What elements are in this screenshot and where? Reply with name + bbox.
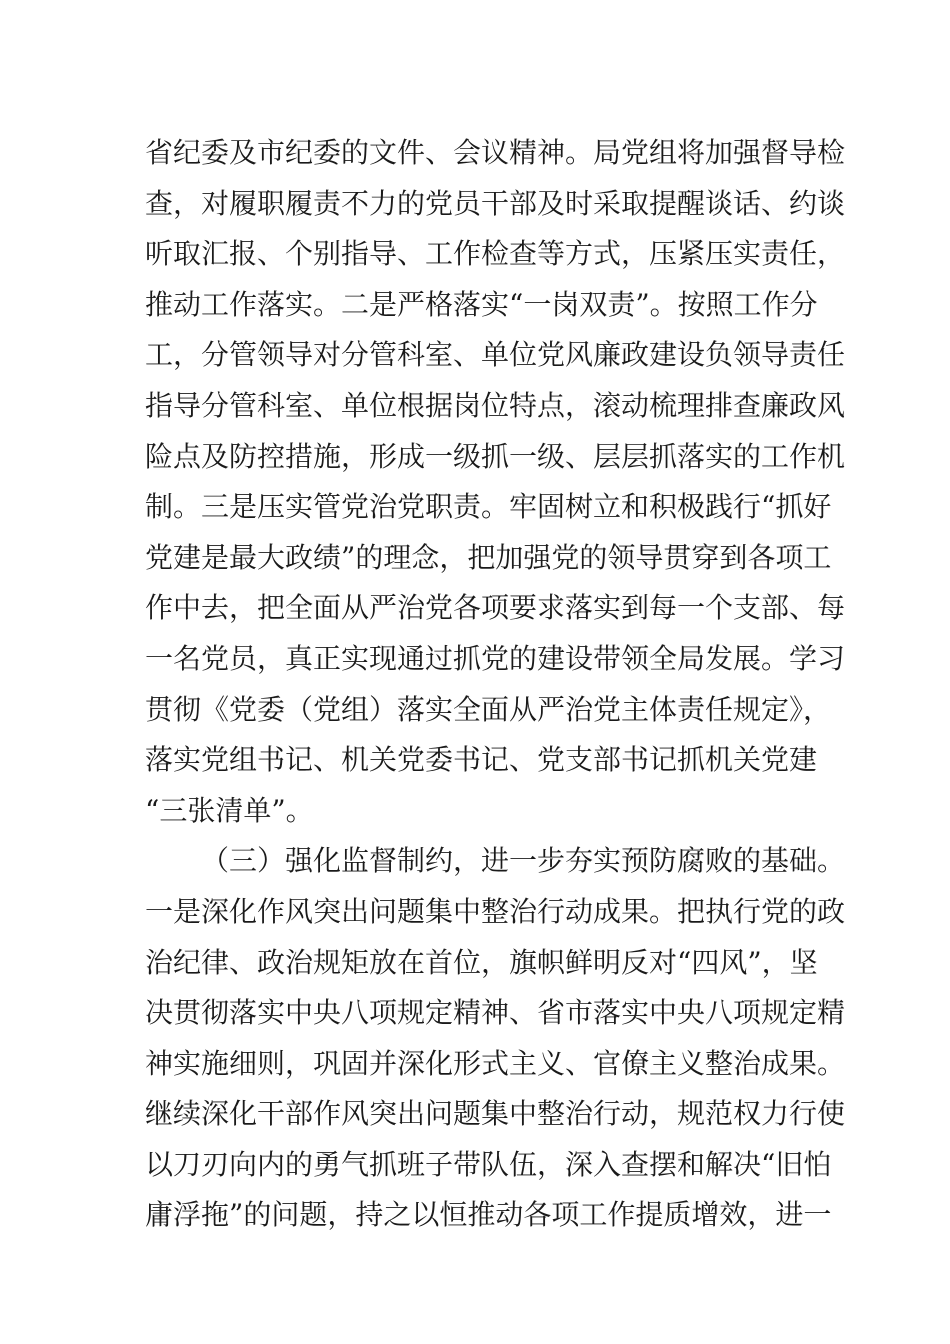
- text-line: 查，对履职履责不力的党员干部及时采取提醒谈话、约谈: [145, 186, 846, 220]
- text-line: 听取汇报、个别指导、工作检查等方式，压紧压实责任，: [145, 237, 846, 271]
- text-line: 工，分管领导对分管科室、单位党风廉政建设负领导责任: [145, 338, 846, 372]
- text-line: 省纪委及市纪委的文件、会议精神。局党组将加强督导检: [145, 136, 846, 169]
- text-line: 指导分管科室、单位根据岗位特点，滚动梳理排查廉政风: [145, 388, 846, 422]
- body-text: [145, 128, 846, 1241]
- text-line: 以刀刃向内的勇气抓班子带队伍，深入查摆和解决“旧怕: [145, 1147, 832, 1181]
- text-line: 贯彻《党委（党组）落实全面从严治党主体责任规定》，: [145, 692, 832, 726]
- text-line: 神实施细则，巩固并深化形式主义、官僚主义整治成果。: [145, 1046, 846, 1080]
- text-line: 继续深化干部作风突出问题集中整治行动，规范权力行使: [145, 1097, 846, 1131]
- text-line: 一是深化作风突出问题集中整治行动成果。把执行党的政: [145, 894, 846, 928]
- text-line: 治纪律、政治规矩放在首位，旗帜鲜明反对“四风”，坚: [145, 945, 818, 979]
- section-heading-line: （三）强化监督制约，进一步夯实预防腐败的基础。: [201, 844, 846, 878]
- text-line: 庸浮拖”的问题，持之以恒推动各项工作提质增效，进一: [145, 1198, 832, 1232]
- text-line: 险点及防控措施，形成一级抓一级、层层抓落实的工作机: [145, 439, 846, 473]
- text-line: 落实党组书记、机关党委书记、党支部书记抓机关党建: [145, 743, 818, 777]
- text-line: 制。三是压实管党治党职责。牢固树立和积极践行“抓好: [145, 490, 832, 524]
- text-line: “三张清单”。: [145, 793, 314, 827]
- text-line: 作中去，把全面从严治党各项要求落实到每一个支部、每: [145, 591, 846, 625]
- text-line: 推动工作落实。二是严格落实“一岗双责”。按照工作分: [145, 287, 818, 321]
- text-line: 党建是最大政绩”的理念，把加强党的领导贯穿到各项工: [145, 540, 832, 574]
- text-line: 一名党员，真正实现通过抓党的建设带领全局发展。学习: [145, 641, 846, 675]
- text-line: 决贯彻落实中央八项规定精神、省市落实中央八项规定精: [145, 996, 846, 1030]
